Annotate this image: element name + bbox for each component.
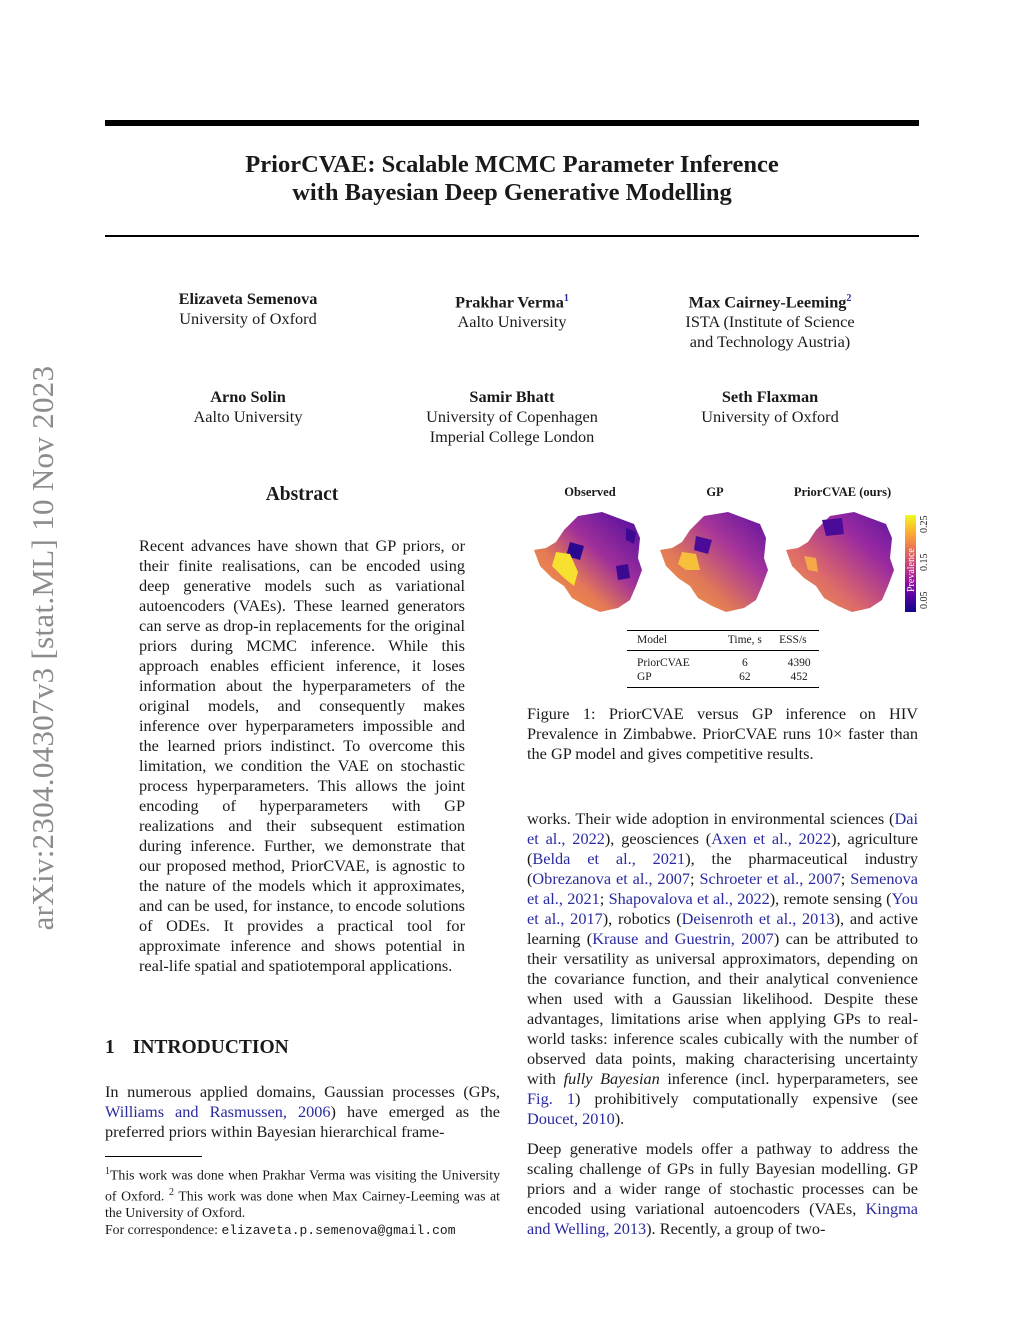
- text: ), robotics (: [602, 909, 682, 928]
- prevalence-maps: [530, 508, 905, 618]
- affiliation-footnote-marker[interactable]: 1: [563, 293, 569, 304]
- text: ;: [840, 869, 851, 888]
- column-header: Model: [627, 631, 711, 651]
- author-name-text: Samir Bhatt: [469, 387, 555, 406]
- author-name-text: Seth Flaxman: [721, 387, 819, 406]
- citation-link[interactable]: Doucet, 2010: [527, 1109, 615, 1128]
- citation-link[interactable]: Fig. 1: [527, 1089, 576, 1108]
- right-column-paragraph-1: [527, 809, 918, 1129]
- abstract-heading: Abstract: [265, 484, 339, 505]
- citation-link[interactable]: Semenova et al., 2021: [527, 869, 919, 908]
- title-bottom-rule: [105, 235, 919, 237]
- author-name-text: Elizaveta Semenova: [178, 289, 318, 308]
- table-cell: 6: [741, 657, 748, 669]
- citation-link[interactable]: Deisenroth et al., 2013: [681, 909, 835, 928]
- author-name-text: Prakhar Verma: [455, 292, 564, 312]
- colorbar-tick: 0.25: [919, 515, 930, 533]
- author-affiliation: Aalto University: [457, 312, 567, 332]
- author-affiliation: ISTA (Institute of Science: [685, 312, 855, 332]
- colorbar-tick: 0.05: [919, 591, 930, 609]
- author-affiliation: Aalto University: [193, 407, 303, 426]
- author-entry: [640, 289, 900, 352]
- text: ), the pharmaceutical industry (: [527, 849, 918, 888]
- emphasis-text: fully Bayesian: [563, 1069, 660, 1088]
- abstract-text: Recent advances have shown that GP priors, or their finite realisations, can be encoded using deep generative models such as variational autoencoders (VAEs). These learned generators can serve as drop-in replacements for the original priors during MCMC inference. While this approach enables efficient inference, it loses information about the hyperparameters of the original models, and consequently makes inference over hyperparameters impossible and the learned priors indistinct. To overcome this limitation, we condition the VAE on stochastic process hyperparameters. This allows the joint encoding of hyperparameters with GP realizations and their subsequent estimation during inference. Further, we demonstrate that our proposed method, PriorCVAE, is agnostic to the nature of the models which it approximates, and can be used, for instance, to encode solutions of ODEs. It provides a practical tool for approximate inference and shows potential in real-life spatial and spatiotemporal applications.: [139, 536, 465, 975]
- author-name: [118, 289, 378, 309]
- author-entry: [640, 387, 900, 427]
- figure-caption: Figure 1: PriorCVAE versus GP inference on HIV Prevalence in Zimbabwe. PriorCVAE runs 10× faster than the GP model and gives competitive results.: [527, 704, 918, 763]
- table-cell: 62: [711, 670, 770, 688]
- author-name-text: Max Cairney-Leeming: [688, 292, 847, 312]
- map-gp: [660, 512, 768, 612]
- affiliation-footnote-marker[interactable]: 2: [846, 293, 852, 304]
- table-header-row: [627, 631, 819, 651]
- author-affiliation: Imperial College London: [429, 427, 595, 446]
- citation-link[interactable]: Krause and Guestrin, 2007: [592, 929, 774, 948]
- panel-title-gp: GP: [706, 485, 724, 499]
- text: ). Recently, a group of two-: [646, 1219, 826, 1238]
- column-header: Time, s: [711, 631, 770, 651]
- citation-link[interactable]: Schroeter et al., 2007: [699, 869, 841, 888]
- text: ;: [690, 869, 700, 888]
- table-row: [627, 651, 819, 671]
- title-top-rule: [105, 120, 919, 126]
- footnote-rule: [105, 1156, 202, 1157]
- text: ) can be attributed to their versatility as universal approximators, depending on the covariance function, and their analytical convenience when used with a Gaussian likelihood. Despite these advantages, limitations arise when applying GPs to real-world tasks: inference scales cubically with the number of observed data points, making characterising uncertainty with: [527, 929, 918, 1088]
- text: ;: [599, 889, 609, 908]
- text: ) prohibitively computationally expensive (see: [575, 1089, 918, 1108]
- citation-link[interactable]: Dai et al., 2022: [527, 809, 918, 848]
- title-line-2: with Bayesian Deep Generative Modelling: [292, 179, 732, 206]
- footnote-1: This work was done when Prakhar Verma was visiting the University of Oxford.: [105, 1167, 500, 1204]
- text: ), and active learning (: [527, 909, 919, 948]
- author-name: [640, 387, 900, 407]
- author-name-text: Arno Solin: [210, 387, 286, 406]
- text: ).: [614, 1109, 625, 1128]
- text: ) have emerged as the preferred priors within Bayesian hierarchical frame-: [105, 1102, 500, 1141]
- table-cell: 4390: [787, 657, 811, 669]
- table-cell: PriorCVAE: [637, 657, 690, 669]
- citation-link[interactable]: Shapovalova et al., 2022: [608, 889, 770, 908]
- map-observed: [534, 512, 642, 612]
- text: inference (incl. hyperparameters, see: [659, 1069, 918, 1088]
- column-header: ESS/s: [769, 631, 819, 651]
- footnote-2: This work was done when Max Cairney-Leeming was at the University of Oxford.: [105, 1188, 501, 1221]
- author-entry: [118, 289, 378, 329]
- footnote-marker: 1: [105, 1166, 110, 1177]
- author-name: [118, 387, 378, 407]
- map-priorcvae: [786, 512, 894, 612]
- citation-link[interactable]: Kingma and Welling, 2013: [527, 1199, 918, 1238]
- panel-title-observed: Observed: [564, 485, 616, 499]
- citation-link[interactable]: Belda et al., 2021: [532, 849, 686, 868]
- author-name: [640, 289, 900, 312]
- author-entry: [382, 289, 642, 332]
- paper-title: [105, 151, 919, 207]
- table-row: [627, 670, 819, 688]
- right-column-paragraph-2: [527, 1139, 918, 1239]
- author-affiliation: University of Oxford: [179, 309, 317, 328]
- citation-link[interactable]: Axen et al., 2022: [711, 829, 832, 848]
- author-entry: [382, 387, 642, 447]
- colorbar-tick: 0.15: [919, 553, 930, 571]
- section-heading-introduction: [105, 1037, 307, 1059]
- author-name: [382, 289, 642, 312]
- citation-link[interactable]: You et al., 2017: [527, 889, 919, 928]
- text: ), agriculture (: [527, 829, 919, 868]
- arxiv-identifier: arXiv:2304.04307v3 [stat.ML] 10 Nov 2023: [25, 365, 60, 931]
- correspondence-label: For correspondence:: [105, 1222, 219, 1238]
- author-affiliation: University of Oxford: [701, 407, 839, 426]
- footnotes: [105, 1163, 500, 1239]
- text: ), remote sensing (: [769, 889, 892, 908]
- table-cell: 452: [769, 670, 819, 688]
- citation-link[interactable]: Obrezanova et al., 2007: [532, 869, 690, 888]
- intro-paragraph: [105, 1082, 500, 1142]
- panel-title-priorcvae: PriorCVAE (ours): [793, 485, 892, 499]
- footnote-marker: 2: [168, 1186, 174, 1198]
- author-name: [382, 387, 642, 407]
- text: In numerous applied domains, Gaussian processes (GPs,: [105, 1082, 500, 1101]
- author-affiliation: and Technology Austria): [689, 332, 851, 352]
- text: works. Their wide adoption in environmental sciences (: [527, 809, 895, 828]
- author-affiliation: University of Copenhagen: [426, 407, 598, 426]
- correspondence-email[interactable]: elizaveta.p.semenova@gmail.com: [221, 1223, 456, 1239]
- colorbar-label: Prevalence: [906, 548, 917, 592]
- author-entry: [118, 387, 378, 427]
- title-line-1: PriorCVAE: Scalable MCMC Parameter Inference: [245, 151, 779, 178]
- section-title: INTRODUCTION: [132, 1037, 289, 1058]
- section-number: 1: [105, 1037, 115, 1058]
- results-table: [627, 630, 819, 688]
- table-cell: GP: [627, 670, 711, 688]
- text: ), geosciences (: [604, 829, 712, 848]
- citation-link[interactable]: Williams and Rasmussen, 2006: [105, 1102, 331, 1121]
- text: Deep generative models offer a pathway to address the scaling challenge of GPs in fully Bayesian modelling. GP priors and a wider range of stochastic processes can be encoded using variational autoencoders (VAEs,: [527, 1139, 918, 1218]
